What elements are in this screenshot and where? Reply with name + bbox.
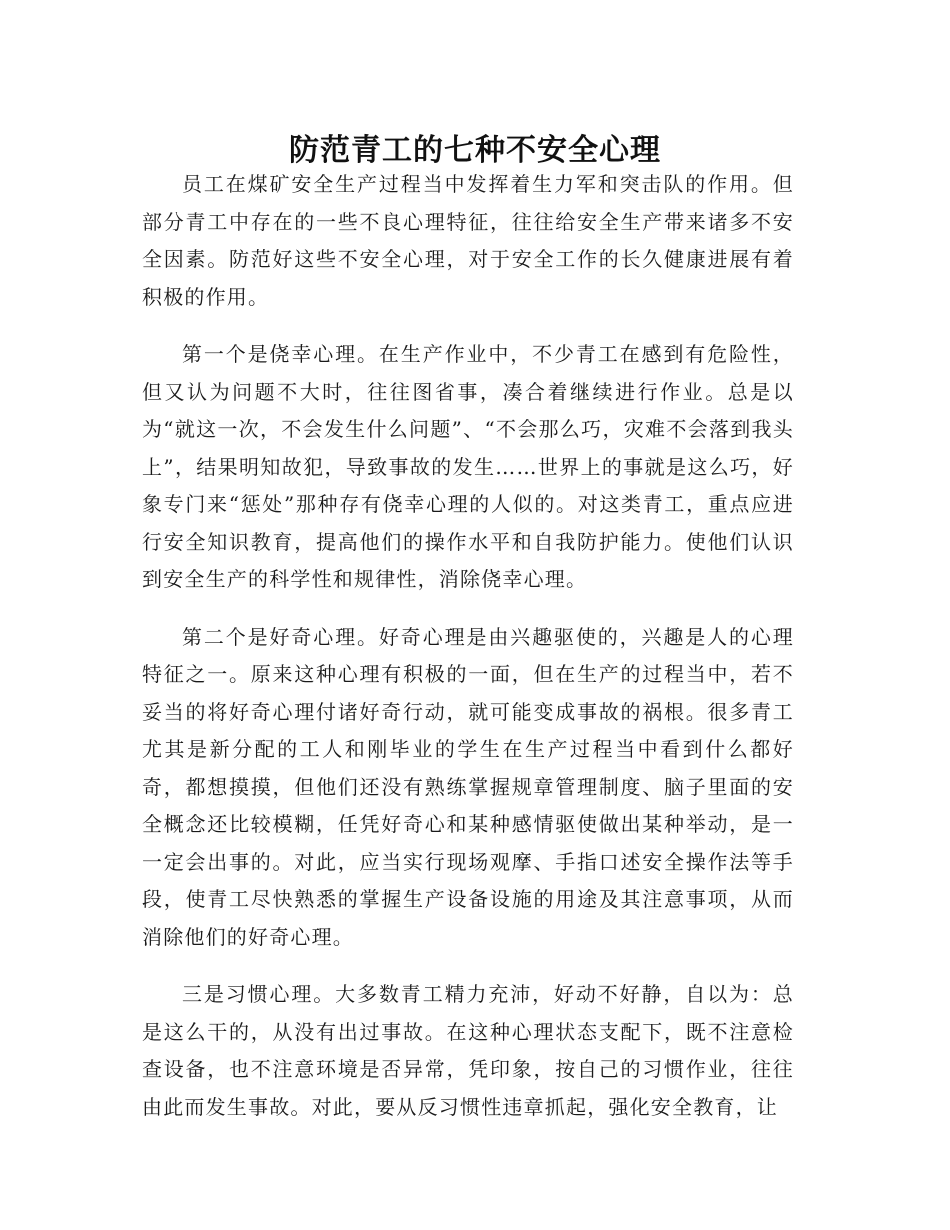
paragraph-habit-mentality: 三是习惯心理。大多数青工精力充沛，好动不好静，自以为：总是这么干的，从没有出过事故。在这种心理状态支配下，既不注意检查设备，也不注意环境是否异常，凭印象，按自己的习惯作业，往往由此而发生事故。对此，要从反习惯性违章抓起，强化安全教育，让 (142, 982, 794, 1119)
paragraph-curiosity-mentality: 第二个是好奇心理。好奇心理是由兴趣驱使的，兴趣是人的心理特征之一。原来这种心理有积极的一面，但在生产的过程当中，若不妥当的将好奇心理付诸好奇行动，就可能变成事故的祸根。很多青工尤其是新分配的工人和刚毕业的学生在生产过程当中看到什么都好奇，都想摸摸，但他们还没有熟练掌握规章管理制度、脑子里面的安全概念还比较模糊，任凭好奇心和某种感情驱使做出某种举动，是一一定会出事的。对此，应当实行现场观摩、手指口述安全操作法等手段，使青工尽快熟悉的掌握生产设备设施的用途及其注意事项，从而消除他们的好奇心理。 (142, 624, 794, 949)
paragraph-intro: 员工在煤矿安全生产过程当中发挥着生力军和突击队的作用。但部分青工中存在的一些不良心理特征，往往给安全生产带来诸多不安全因素。防范好这些不安全心理，对于安全工作的长久健康进展有着积极的作用。 (142, 172, 794, 309)
paragraph-luck-mentality: 第一个是侥幸心理。在生产作业中，不少青工在感到有危险性，但又认为问题不大时，往往图省事，凑合着继续进行作业。总是以为“就这一次，不会发生什么问题”、“不会那么巧，灾难不会落到我头上”，结果明知故犯，导致事故的发生……世界上的事就是这么巧，好象专门来“惩处”那种存有侥幸心理的人似的。对这类青工，重点应进行安全知识教育，提高他们的操作水平和自我防护能力。使他们认识到安全生产的科学性和规律性，消除侥幸心理。 (142, 342, 794, 591)
document-title: 防范青工的七种不安全心理 (289, 133, 661, 169)
document-body (142, 166, 794, 1146)
